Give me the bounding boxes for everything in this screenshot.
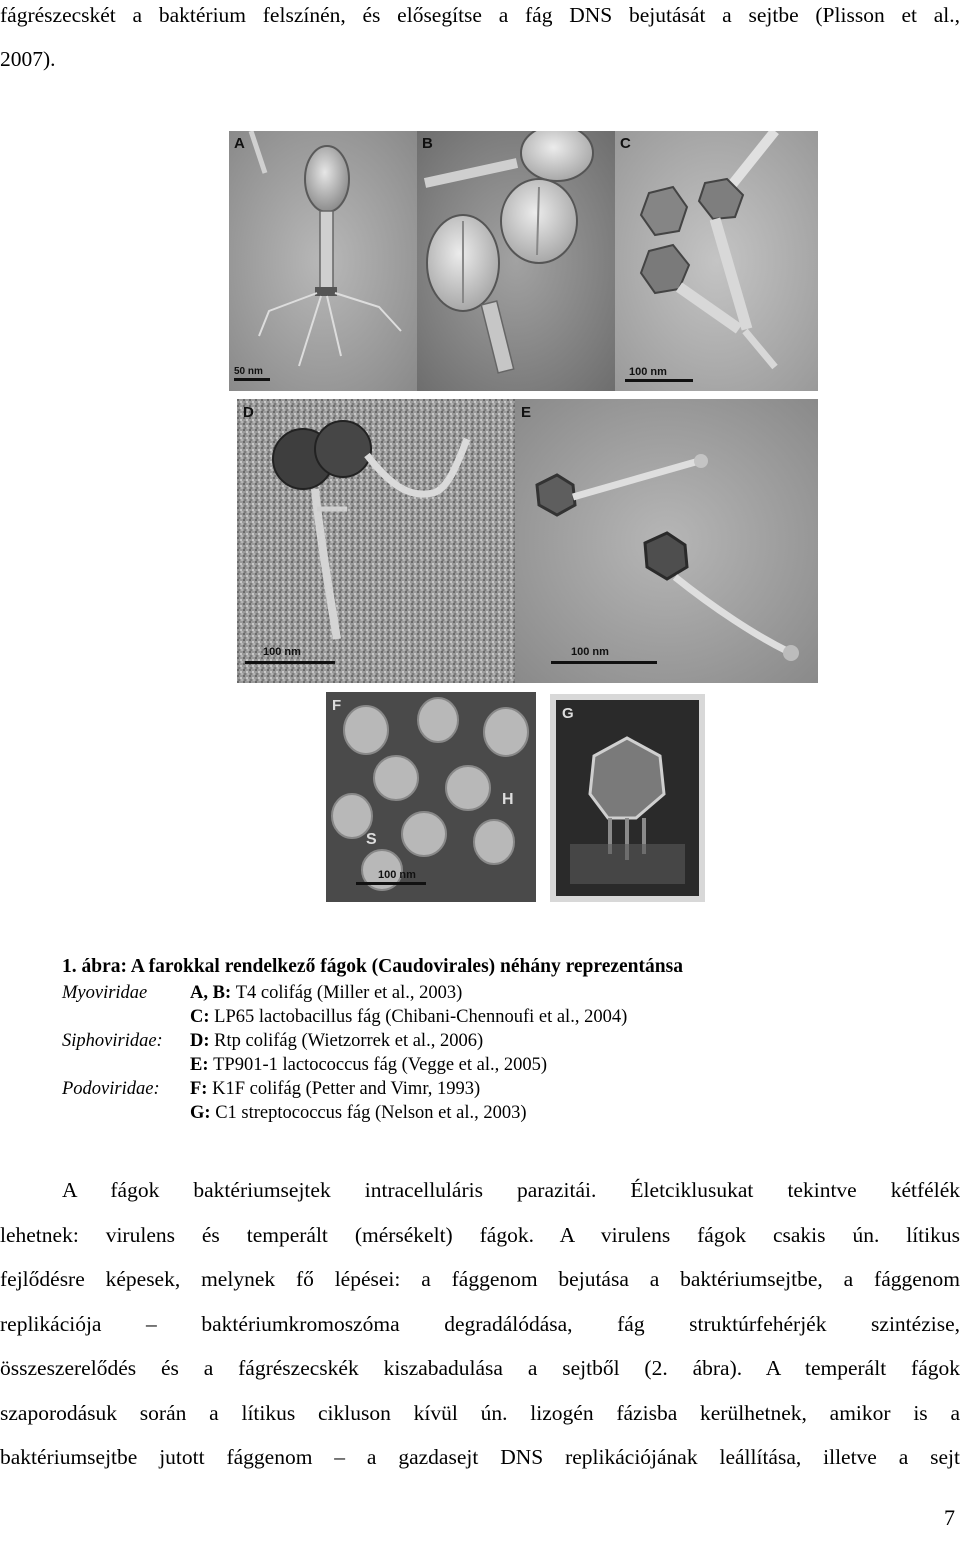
micrograph-panel-c	[615, 131, 818, 391]
caption-text: LP65 lactobacillus fág (Chibani-Chennoufi et al., 2004)	[214, 1007, 628, 1027]
micrograph-panel-d	[237, 399, 515, 683]
micrograph-panel-e	[515, 399, 818, 683]
scale-bar-label-e: 100 nm	[571, 646, 609, 658]
caption-row	[62, 1029, 942, 1053]
panel-label-g: G	[562, 705, 574, 722]
caption-family: Myoviridae	[62, 983, 148, 1003]
caption-row	[62, 1077, 942, 1101]
intro-paragraph	[0, 0, 960, 88]
scale-bar-label-a: 50 nm	[234, 366, 263, 377]
intro-line: fágrészecskét a baktérium felszínén, és elősegítse a fág DNS bejutását a sejtbe (Plisson et al.,	[0, 3, 960, 27]
scale-bar-label-f: 100 nm	[378, 869, 416, 881]
caption-family	[62, 1101, 190, 1125]
caption-text: K1F colifág (Petter and Vimr, 1993)	[212, 1079, 481, 1099]
micrograph-panel-f	[326, 692, 536, 902]
panel-label-d: D	[243, 404, 254, 421]
caption-family	[62, 1005, 190, 1029]
caption-letter: E:	[190, 1055, 209, 1075]
scale-bar-label-d: 100 nm	[263, 646, 301, 658]
caption-text: Rtp colifág (Wietzorrek et al., 2006)	[214, 1031, 484, 1051]
body-line: lehetnek: virulens és temperált (mérsékelt) fágok. A virulens fágok csakis ún. lítikus	[0, 1222, 960, 1247]
label-s: S	[366, 831, 377, 848]
body-line: összeszerelődés és a fágrészecskék kiszabadulása a sejtből (2. ábra). A temperált fágok	[0, 1356, 960, 1380]
label-h: H	[502, 791, 514, 808]
micrograph-panel-g	[550, 694, 705, 902]
caption-letter: A, B:	[190, 983, 232, 1003]
caption-text: T4 colifág (Miller et al., 2003)	[235, 983, 463, 1003]
caption-row	[62, 1101, 942, 1125]
caption-family: Siphoviridae:	[62, 1031, 163, 1051]
intro-line: 2007).	[0, 47, 56, 71]
body-line: szaporodásuk során a lítikus cikluson kívül ún. lizogén fázisba kerülhetnek, amikor is a	[0, 1400, 960, 1425]
scale-bar-label-c: 100 nm	[629, 366, 667, 378]
micrograph-panel-a	[229, 131, 417, 391]
body-line: replikációja – baktériumkromoszóma degradálódása, fág struktúrfehérjék szintézise,	[0, 1311, 960, 1336]
panel-label-f: F	[332, 697, 342, 714]
caption-row	[62, 1005, 942, 1029]
micrograph-panel-b	[417, 131, 615, 391]
caption-title: 1. ábra: A farokkal rendelkező fágok (Caudovirales) néhány reprezentánsa	[62, 956, 683, 977]
body-paragraph	[0, 1168, 960, 1480]
caption-letter: G:	[190, 1103, 211, 1123]
caption-row	[62, 981, 942, 1005]
figure-caption	[62, 955, 942, 1125]
body-line: A fágok baktériumsejtek intracelluláris parazitái. Életciklusukat tekintve kétfélék	[62, 1178, 960, 1202]
body-line: baktériumsejtbe jutott fággenom – a gazdasejt DNS replikációjának leállítása, illetve a sejt	[0, 1445, 960, 1469]
caption-text: TP901-1 lactococcus fág (Vegge et al., 2005)	[213, 1055, 548, 1075]
caption-family: Podoviridae:	[62, 1079, 160, 1099]
caption-text: C1 streptococcus fág (Nelson et al., 2003)	[215, 1103, 527, 1123]
caption-letter: F:	[190, 1079, 208, 1099]
caption-family	[62, 1053, 190, 1077]
panel-label-e: E	[521, 404, 532, 421]
panel-label-a: A	[234, 135, 245, 152]
body-line: fejlődésre képesek, melynek fő lépései: a fággenom bejutása a baktériumsejtbe, a fággenom	[0, 1267, 960, 1291]
caption-letter: C:	[190, 1007, 210, 1027]
panel-label-c: C	[620, 135, 631, 152]
caption-row	[62, 1053, 942, 1077]
panel-label-b: B	[422, 135, 433, 152]
page-number: 7	[944, 1505, 955, 1530]
caption-letter: D:	[190, 1031, 210, 1051]
